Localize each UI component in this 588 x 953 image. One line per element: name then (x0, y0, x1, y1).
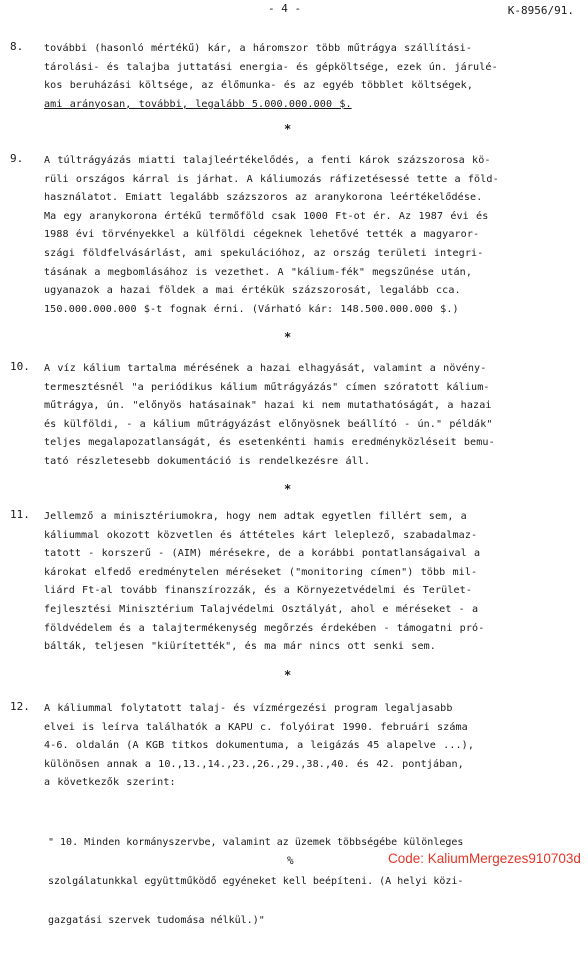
text-line: Jellemző a minisztériumokra, hogy nem adtak egyetlen fillért sem, a (44, 511, 467, 522)
text-line: káliummal okozott közvetlen és áttételes kárt leleplező, szabadalmaz- (44, 529, 478, 541)
text-line: károkat elfedő eredménytelen méréseket ("monitoring címen") több mil- (44, 566, 478, 578)
code-label: Code: KaliumMergezes910703d (388, 851, 581, 866)
separator: * (284, 122, 292, 136)
text-line: különösen annak a 10.,13.,14.,23.,26.,29.,38.,40. és 42. pontjában, (44, 758, 464, 770)
item-number: 10. (10, 360, 30, 373)
item-number: 9. (10, 152, 24, 165)
text-line: a következők szerint: (44, 777, 176, 789)
text-line: bálták, teljesen "kiürítették", és ma már nincs ott senki sem. (44, 641, 436, 653)
separator: * (284, 330, 292, 344)
text-line: A káliummal folytatott talaj- és vízmérgezési program legaljasabb (44, 703, 453, 714)
text-line: tató részletesebb dokumentáció is rendelkezésre áll. (44, 455, 371, 467)
text-line: ugyanazok a hazai földek a mai értékük százszorosát, legalább cca. (44, 285, 461, 297)
quote-line: gazgatási szervek tudomása nélkül.)" (48, 915, 265, 926)
text-line: további (hasonló mértékű) kár, a háromszor több műtrágya szállítási- (44, 43, 473, 54)
page-number: - 4 - (268, 2, 302, 15)
text-line: szági földfelvásárlást, ami spekulációhoz, az ország területi integri- (44, 247, 484, 259)
item-text (44, 700, 576, 793)
item-number: 12. (10, 700, 30, 713)
item-number: 11. (10, 508, 30, 521)
text-line: használatot. Emiatt legalább százszoros az aranykorona leértékelődése. (44, 192, 483, 204)
text-line: tatott - korszerű - (AIM) mérésekre, de a korábbi pontatlanságaival a (44, 548, 481, 560)
text-line: földvédelem és a talajtermékenység megőrzés érdekében - támogatni pró- (44, 622, 485, 634)
document-reference: K-8956/91. (507, 4, 574, 17)
quote-line: " 10. Minden kormányszervbe, valamint az üzemek többségébe különleges (48, 837, 464, 848)
text-line: termesztésnél "a periódikus kálium műtrágyázás" címen szóratott kálium- (44, 381, 490, 393)
text-line: liárd Ft-al tovább finanszírozzák, és a Környezetvédelmi és Terület- (44, 585, 473, 597)
end-mark: % (287, 854, 294, 867)
text-line: A víz kálium tartalma mérésének a hazai elhagyását, valamint a növény- (44, 363, 487, 374)
text-line: 1988 évi törvényekkel a külföldi cégeknek lehetővé tették a magyaror- (44, 229, 480, 241)
text-line: tárolási- és talajba juttatási energia- és gépköltsége, ezek ún. járulé- (44, 61, 498, 73)
text-line: rüli országos kárral is járhat. A káliumozás ráfizetésessé tette a föld- (44, 173, 499, 185)
item-number: 8. (10, 40, 24, 53)
quote-line: szolgálatunkkal együttműködő egyéneket kell beépíteni. (A helyi közi- (48, 876, 464, 887)
text-line: elvei is leírva találhatók a KAPU c. folyóirat 1990. februári száma (44, 721, 468, 733)
separator: * (284, 668, 292, 682)
text-line: kos beruházási költsége, az élőmunka- és az egyéb többlet költségek, (44, 80, 474, 92)
item-text (44, 40, 576, 114)
text-line: A túltrágyázás miatti talajleértékelődés, a fenti károk százszorosa kö- (44, 155, 491, 166)
item-text (44, 152, 576, 319)
item-text (44, 360, 576, 472)
text-line: 4-6. oldalán (A KGB titkos dokumentuma, a leigázás 45 alapelve ...), (44, 740, 475, 752)
text-line: 150.000.000.000 $-t fognak érni. (Várható kár: 148.500.000.000 $.) (44, 303, 459, 315)
item-text (44, 508, 576, 657)
text-line: és külföldi, - a kálium műtrágyázást előnyösnek beállító - ún." példák" (44, 418, 493, 430)
text-line: tásának a megbomlásához is vezethet. A "kálium-fék" megszűnése után, (44, 266, 473, 278)
text-line: fejlesztési Minisztérium Talajvédelmi Osztályát, ahol e méréseket - a (44, 603, 479, 615)
text-line: műtrágya, ún. "előnyös hatásainak" hazai ki nem mutathatóságát, a hazai (44, 400, 492, 412)
separator: * (284, 482, 292, 496)
quote-block (48, 810, 568, 953)
text-line: ami arányosan, további, legalább 5.000.000.000 $. (44, 98, 352, 110)
text-line: teljes megalapozatlanságát, és esetenkénti hamis eredményközléseit bemu- (44, 437, 495, 449)
text-line: Ma egy aranykorona értékű termőföld csak 1000 Ft-ot ér. Az 1987 évi és (44, 210, 489, 222)
